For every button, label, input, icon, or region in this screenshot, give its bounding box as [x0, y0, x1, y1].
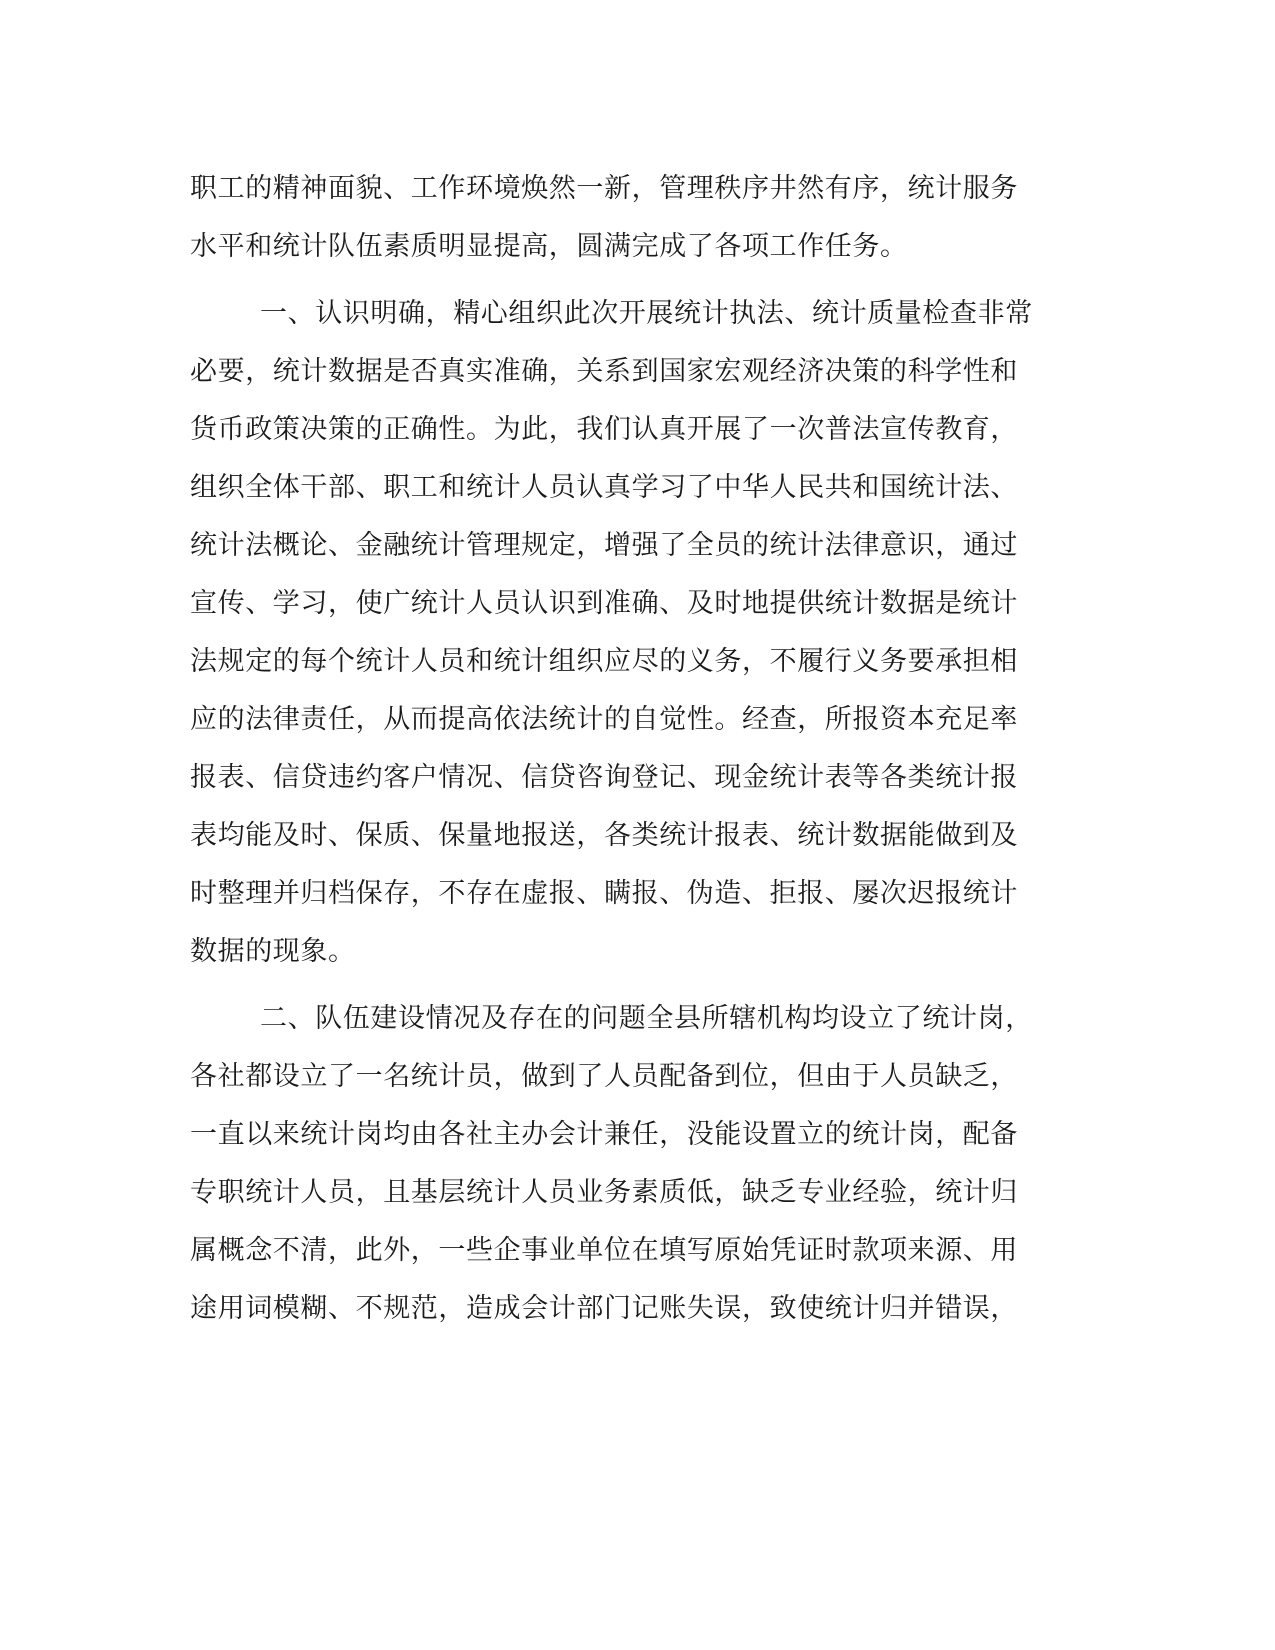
text-line: 必要，统计数据是否真实准确，关系到国家宏观经济决策的科学性和: [190, 356, 1018, 387]
text-line: 报表、信贷违约客户情况、信贷咨询登记、现金统计表等各类统计报: [190, 762, 1018, 793]
text-line: 属概念不清，此外，一些企事业单位在填写原始凭证时款项来源、用: [190, 1235, 1018, 1266]
paragraph-2: [190, 285, 1070, 981]
text-line: 统计法概论、金融统计管理规定，增强了全员的统计法律意识，通过: [190, 530, 1018, 561]
text-line: 职工的精神面貌、工作环境焕然一新，管理秩序井然有序，统计服务: [190, 173, 1018, 204]
text-line: 货币政策决策的正确性。为此，我们认真开展了一次普法宣传教育，: [190, 414, 1018, 445]
text-line: 宣传、学习，使广统计人员认识到准确、及时地提供统计数据是统计: [190, 588, 1018, 619]
text-line: 水平和统计队伍素质明显提高，圆满完成了各项工作任务。: [190, 231, 908, 262]
text-line: 法规定的每个统计人员和统计组织应尽的义务，不履行义务要承担相: [190, 646, 1018, 677]
paragraph-3: [190, 990, 1070, 1338]
text-line: 二、队伍建设情况及存在的问题全县所辖机构均设立了统计岗，: [260, 1003, 1033, 1034]
text-line: 一、认识明确，精心组织此次开展统计执法、统计质量检查非常: [260, 298, 1033, 329]
text-line: 专职统计人员，且基层统计人员业务素质低，缺乏专业经验，统计归: [190, 1177, 1018, 1208]
text-line: 表均能及时、保质、保量地报送，各类统计报表、统计数据能做到及: [190, 820, 1018, 851]
text-line: 各社都设立了一名统计员，做到了人员配备到位，但由于人员缺乏，: [190, 1061, 1018, 1092]
text-line: 时整理并归档保存，不存在虚报、瞒报、伪造、拒报、屡次迟报统计: [190, 878, 1018, 909]
text-line: 一直以来统计岗均由各社主办会计兼任，没能设置立的统计岗，配备: [190, 1119, 1018, 1150]
text-line: 数据的现象。: [190, 936, 356, 967]
text-line: 应的法律责任，从而提高依法统计的自觉性。经查，所报资本充足率: [190, 704, 1018, 735]
text-line: 组织全体干部、职工和统计人员认真学习了中华人民共和国统计法、: [190, 472, 1018, 503]
text-line: 途用词模糊、不规范，造成会计部门记账失误，致使统计归并错误，: [190, 1293, 1018, 1324]
document-body: [190, 160, 1070, 1338]
paragraph-1: [190, 160, 1070, 276]
